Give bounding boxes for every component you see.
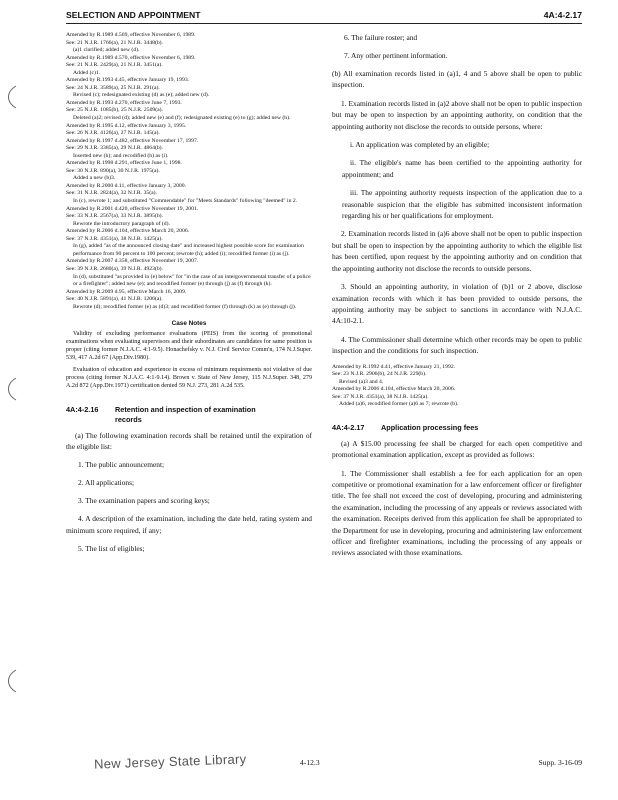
amendment-line: Amended by R.2006 d.104, effective March 20, 2006. [332,386,456,393]
library-stamp: New Jersey State Library [93,751,247,772]
paragraph-b4: 4. The Commissioner shall determine which other records may be open to public inspection and the conditions for such inspection. [332,334,582,356]
case-note-paragraph: Evaluation of education and experience in excess of minimum requirements not violative of due process (citing former N.J.A.C. 4:1-9.14). Brown v. State of New Jersey, 115 N.J.Super. 348, 279 A.2d 872 (App.Div.1971) certification denied 59 N.J. 273, 281 A.2d 535. [66,366,312,389]
amendment-line: See: 23 N.J.R. 2906(b), 24 N.J.R. 229(b). [332,371,427,378]
amendment-note: Inserted new (h); and recodified (h) as (i). [73,152,169,159]
section-number: 4A:4-2.17 [332,422,365,432]
right-column [332,32,582,566]
subsection-b: (b) All examination records listed in (a)1, 4 and 5 above shall be open to public inspection. [332,69,582,90]
amendment-note: Revised (c); redesignated existing (d) as (e); added new (d). [73,92,210,99]
amendment-line: See: 37 N.J.R. 4351(a), 38 N.J.R. 1425(a). [66,235,163,242]
amendment-note: Added (c)1. [73,69,101,76]
amendment-line: Amended by R.1993 d.45, effective January 19, 1993. [66,77,190,84]
amendment-line: See: 33 N.J.R. 2567(a), 33 N.J.R. 3895(b). [66,213,163,220]
binding-mark-icon [2,668,20,694]
list-item: 2. All applications; [78,478,135,488]
header-section-number: 4A:4-2.17 [543,10,582,20]
case-note-paragraph: Validity of excluding performance evaluations (PEIS) from the scoring of promotional examinations when evaluating supervisors and their subordinates are candidates for same position is proper (citing former N.J.A.C. 4:1-9.5). Honachefsky v. N.J. Civil Service Comm'n, 174 N.J.Super. 539, 417 A.2d 67 (App.Div.1980). [66,331,312,361]
amendment-history [66,32,312,311]
paragraph-a1: 1. The Commissioner shall establish a fee for each application for an open competitive or promotional examination for a law enforcement officer or firefighter title. The fee shall not exceed the cost of developing, procuring and administering the examination, including the processing of any appeals or reviews associated with the examination. Receipts derived from this application fee shall be appropriated to the Department for use in developing, procuring and administering law enforcement officer and firefighter examinations, including the processing of any appeals or reviews associated with those examinations. [332,468,582,558]
amendment-line: Amended by R.2000 d.11, effective January 3, 2000. [66,182,187,189]
amendment-note: Revised (a)3 and 4. [339,378,384,385]
amendment-line: See: 21 N.J.R. 2429(a), 21 N.J.R. 3451(a). [66,62,163,69]
amendment-line: Amended by R.1998 d.291, effective June 1, 1998. [66,160,182,167]
running-header [66,9,582,24]
binding-mark-icon [2,376,20,402]
amendment-line: Amended by R.2007 d.358, effective November 19, 2007. [66,258,199,265]
paragraph-b1: 1. Examination records listed in (a)2 above shall not be open to public inspection but may be open to inspection by an appointing authority, on condition that the appointing authority not disclose the records to outside persons, where: [332,98,582,131]
amendment-line: Amended by R.2001 d.420, effective November 19, 2001. [66,205,199,212]
amendment-line: Amended by R.2009 d.95, effective March 16, 2009. [66,288,187,295]
paragraph-b2: 2. Examination records listed in (a)6 above shall not be open to public inspection but shall be open to inspection by the appointing authority to which the eligible list has been certified, upon request by the appointing authority and on condition that the appointing authority not disclose the records to outside persons. [332,229,582,273]
paragraph-b3: 3. Should an appointing authority, in violation of (b)1 or 2 above, disclose examination records with which it has been provided to outside persons, the appointing authority may be subject to sanctions in accordance with N.J.A.C. 4A:10-2.1. [332,282,582,326]
amendment-line: Amended by R.1992 d.41, effective January 21, 1992. [332,363,456,370]
amendment-line: Amended by R.1997 d.482, effective November 17, 1997. [66,137,199,144]
case-notes-heading: Case Notes [171,320,207,328]
amendment-line: See: 26 N.J.R. 4126(a), 27 N.J.R. 145(a). [66,130,160,137]
amendment-line: Amended by R.1993 d.270, effective June 7, 1993. [66,99,182,106]
amendment-line: See: 30 N.J.R. 890(a), 30 N.J.R. 1975(a). [66,167,160,174]
amendment-line: See: 21 N.J.R. 1766(a), 21 N.J.R. 3448(b). [66,39,163,46]
page-number: 4-12.3 [300,758,320,767]
list-item: 3. The examination papers and scoring keys; [78,496,210,506]
amendment-line: Amended by R.1989 d.569, effective November 6, 1989. [66,32,196,38]
list-item: 4. A description of the examination, including the date held, rating system and minimum score required, if any; [66,514,312,535]
subsection-a: (a) A $15.00 processing fee shall be charged for each open competitive and promotional examination application, except as provided as follows: [332,438,582,460]
amendment-line: Amended by R.2006 d.104, effective March 20, 2006. [66,228,190,235]
amendment-line: Amended by R.1989 d.570, effective November 6, 1989. [66,54,196,61]
section-heading-4a-4-2-16 [66,405,312,425]
amendment-line: See: 24 N.J.R. 3589(a), 25 N.J.R. 291(a). [66,84,160,91]
sub-item: i. An application was completed by an eligible; [350,140,490,150]
amendment-line: See: 31 N.J.R. 2824(a), 32 N.J.R. 35(a). [66,190,157,197]
list-item: 6. The failure roster; and [344,33,418,42]
amendment-line: See: 25 N.J.R. 1085(b), 25 N.J.R. 2509(a). [66,107,163,114]
amendment-note: Added a new (b)3. [73,175,116,182]
amendment-note: Rewrote (d); recodified former (e) as (d)3; and recodified former (f) through (k) as (e) through (j). [73,303,297,310]
amendment-line: See: 40 N.J.R. 5891(a), 41 N.J.R. 1206(a). [66,296,163,303]
amendment-history [332,364,582,409]
amendment-note: In (g), added "as of the announced closing date" and increased highest possible score for examination performance from 90 percent to 100 percent; rewrote (h); added (i); recodified former (i) as (j). [73,243,304,257]
amendment-note: (a)1 clarified; added new (d). [73,47,140,54]
amendment-note: Rewrote the introductory paragraph of (d). [73,220,170,227]
section-number: 4A:4-2.16 [66,404,99,414]
left-column [66,32,312,561]
supplement-date: Supp. 3-16-09 [538,758,582,767]
amendment-line: Amended by R.1995 d.12, effective January 3, 1995. [66,122,187,129]
section-heading-4a-4-2-17 [332,423,582,433]
amendment-note: Added (a)6, recodified former (a)6 as 7; rewrote (b). [339,401,459,408]
amendment-line: See: 29 N.J.R. 3385(a), 29 N.J.R. 4864(b). [66,145,163,152]
section-title: Application processing fees [381,422,479,432]
amendment-note: Deleted (a)2; revised (d); added new (e) and (f); redesignated existing (e) to (g); added new (h). [73,115,291,122]
amendment-line: See: 37 N.J.R. 4351(a), 38 N.J.R. 1425(a). [332,393,429,400]
binding-mark-icon [2,84,20,110]
amendment-line: See: 39 N.J.R. 2680(a), 39 N.J.R. 4923(b). [66,265,163,272]
header-title: SELECTION AND APPOINTMENT [66,10,201,20]
amendment-note: In (c), rewrote 1; and substituted "Commendable" for "Meets Standards" following "deemed" in 2. [73,198,298,205]
section-title-continued: records [115,414,142,424]
subsection-a: (a) The following examination records shall be retained until the expiration of the eligible list: [66,430,312,451]
list-item: 1. The public announcement; [78,460,165,470]
list-item: 7. Any other pertinent information. [344,51,448,60]
sub-item: ii. The eligible's name has been certified to the appointing authority for appointment; and [342,158,582,179]
sub-item: iii. The appointing authority requests inspection of the application due to a reasonable suspicion that the eligible has submitted inconsistent information regarding his or her qualifications for employment. [342,188,582,221]
amendment-note: In (d), substituted "as provided in (e) below" for "in the case of an intergovernmental transfer of a police or a firefighter"; added new (e); and recodified former (e) through (j) as (f) through (k). [73,273,311,288]
section-title: Retention and inspection of examination [115,404,256,414]
list-item: 5. The list of eligibles; [78,544,145,554]
page-footer [0,752,618,782]
